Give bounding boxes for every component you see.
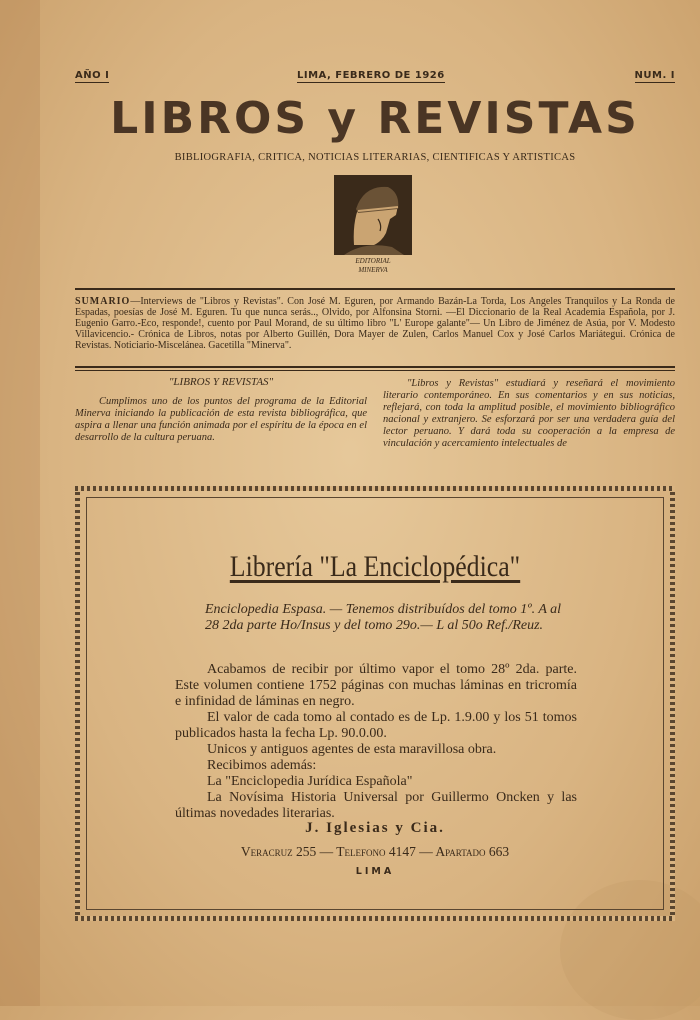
- paper-stain: [0, 0, 40, 1006]
- ad-paragraph: La "Enciclopedia Jurídica Española": [207, 774, 413, 789]
- publication-subtitle: BIBLIOGRAFIA, CRITICA, NOTICIAS LITERARIAS, CIENTIFICAS Y ARTISTICAS: [174, 152, 576, 163]
- publication-title: LIBROS y REVISTAS: [110, 93, 640, 144]
- logo-caption-line1: EDITORIAL: [355, 257, 391, 265]
- sumario-text: —Interviews de "Libros y Revistas". Con José M. Eguren, por Armando Bazán-La Torda, Los Angeles Tranquilos y La Ronda de Espadas, poesías de José M. Eguren. Tu que nunca serás.., Olvido, por Alfonsina Storni. —El Diccionario de la Real Academia Española, por J. Eugenio Garro.-Eco, responde!, cuento por Paul Morand, de su último libro "L' Europe galante"— Un Libro de Jiménez de Asúa, por V. Modesto Villavicencio.- Crónica de Libros, notas por Alberto Guillén, Dora Mayer de Zulen, Carlos Manuel Cox y José Carlos Mariátegui. Crónica de Revistas. Noticiario-Miscelánea. Gacetilla "Minerva".: [75, 296, 675, 351]
- column-left-text: Cumplimos uno de los puntos del programa de la Editorial Minerva iniciando la publicación de esta revista bibliográfica, que aspira a llenar una función animada por el espíritu de la época en el desarrollo de la cultura peruana.: [75, 396, 367, 443]
- masthead: [75, 70, 675, 84]
- ad-paragraph: Unicos y antiguos agentes de esta maravillosa obra.: [207, 742, 497, 757]
- date-line: LIMA, FEBRERO DE 1926: [297, 70, 445, 81]
- ad-signature: J. Iglesias y Cia.: [305, 820, 445, 836]
- logo-caption-line2: MINERVA: [358, 266, 388, 274]
- ad-paragraph: Recibimos además:: [207, 758, 317, 773]
- ad-paragraph: El valor de cada tomo al contado es de Lp. 1.9.00 y los 51 tomos publicados hasta la fecha Lp. 90.0.00.: [175, 710, 577, 741]
- column-left-heading: "LIBROS Y REVISTAS": [168, 376, 274, 388]
- ad-title: Librería "La Enciclopédica": [229, 550, 521, 583]
- sumario-bottom-rule: [75, 366, 675, 368]
- ad-paragraph: Acabamos de recibir por último vapor el tomo 28º 2da. parte. Este volumen contiene 1752 páginas con muchas láminas en tricromía e infinidad de láminas en negro.: [175, 662, 577, 709]
- column-left: [75, 376, 367, 444]
- sumario: [75, 296, 675, 351]
- issue-year: AÑO I: [75, 70, 110, 81]
- ad-address: Veracruz 255 — Telefono 4147 — Apartado 663: [240, 844, 510, 859]
- column-right-text: "Libros y Revistas" estudiará y reseñará el movimiento literario contemporáneo. En sus comentarios y en sus noticias, reflejará, con toda la amplitud posible, el movimiento bibliográfico nacional y extranjero. Se esforzará por ser una verdadera guía del lector peruano. Y dará toda su cooperación a la empresa de vinculación y acercamiento intelectuales de: [383, 378, 675, 449]
- sumario-bottom-rule-thin: [75, 370, 675, 371]
- ad-paragraph: La Novísima Historia Universal por Guillermo Oncken y las últimas novedades literarias.: [175, 790, 577, 821]
- ad-city: LIMA: [355, 866, 395, 877]
- top-rule: [75, 288, 675, 290]
- minerva-helmet-portrait-icon: [334, 175, 412, 255]
- issue-number: NUM. I: [634, 70, 675, 81]
- logo-caption: [330, 257, 416, 275]
- ad-body: [175, 662, 577, 822]
- sumario-label: SUMARIO: [75, 296, 131, 307]
- ad-espasa-notice: Enciclopedia Espasa. — Tenemos distribuídos del tomo 1º. A al 28 2da parte Ho/Insus y del tomo 29o.— L al 50o Ref./Reuz.: [205, 602, 562, 633]
